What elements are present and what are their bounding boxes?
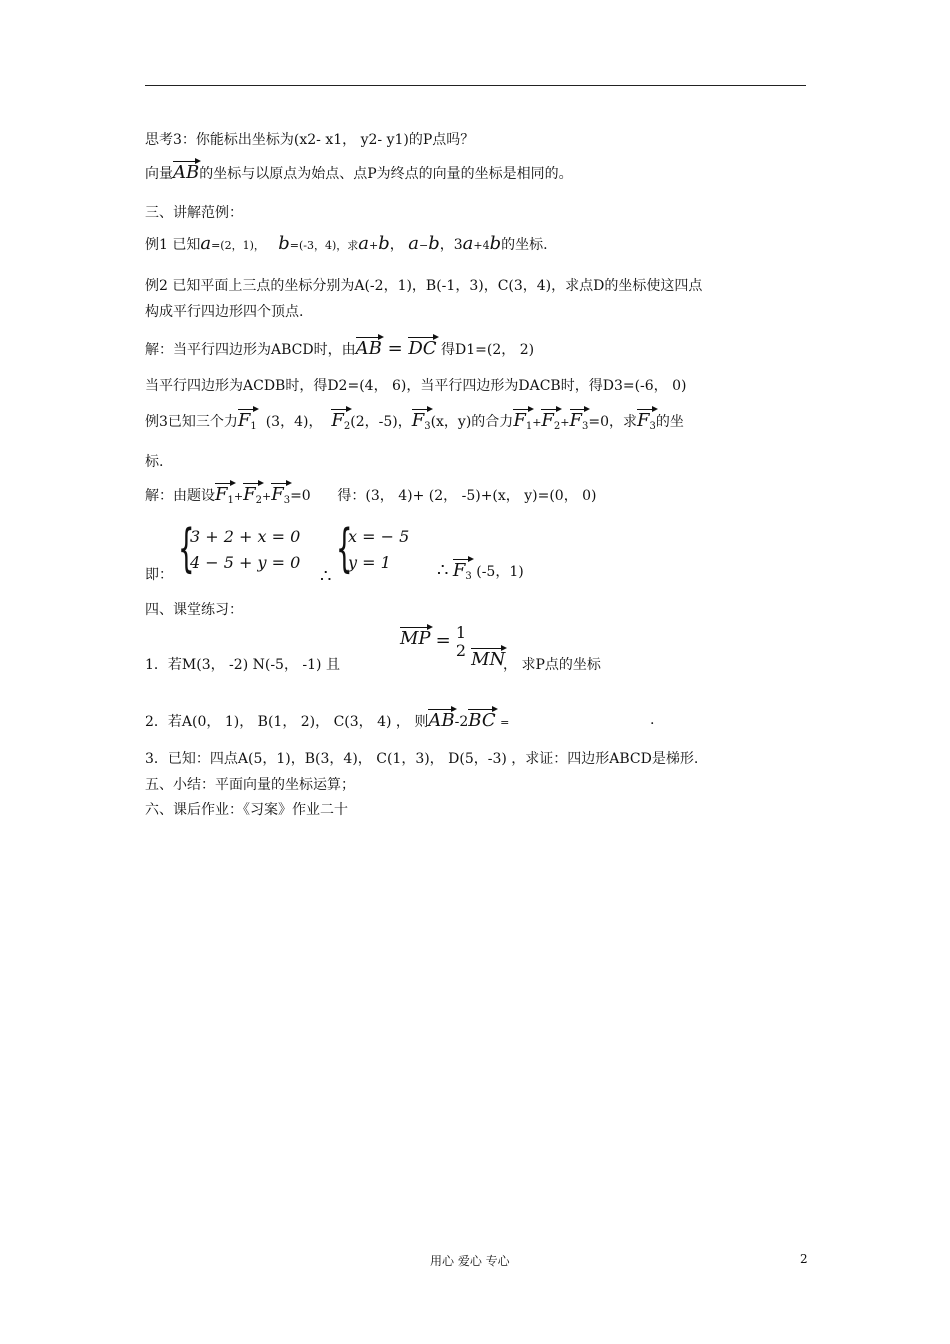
left-brace-1: { xyxy=(178,519,195,579)
solution-3: 解：由题设$F_1+F_2+F_3=0$ 得：(3， 4)+ (2， -5)+(x， y)=(0， 0) xyxy=(145,480,597,510)
header-rule xyxy=(145,85,806,86)
vector-f3: $F_3$ xyxy=(637,406,656,436)
example-1-b-value: =(-3，4)，求 xyxy=(289,239,359,252)
solution-3-post: 得：(3， 4)+ (2， -5)+(x， y)=(0， 0) xyxy=(337,488,597,504)
vector-a: a xyxy=(358,233,370,254)
comma-three: ，3 xyxy=(439,237,463,253)
vector-ab: AB xyxy=(356,334,382,358)
example-1-post: 的坐标. xyxy=(501,237,548,253)
vector-dc: DC xyxy=(408,334,436,358)
example-3-line-1: 例3已知三个力$F_1$ (3，4)， $F_2(2$，-5)，$F_3(x$，y)的合力$F_1+F_2+F_3=0$，求$F_3$的坐 xyxy=(145,406,684,436)
example-3-pre: 例3已知三个力 xyxy=(145,414,238,430)
question-1-post: ， 求P点的坐标 xyxy=(503,657,601,673)
fraction-denominator: 2 xyxy=(455,641,467,660)
solution-2: 当平行四边形为ACDB时，得D2=(4， 6)，当平行四边形为DACB时，得D3=(-6， 0) xyxy=(145,378,687,394)
f1-value: (3，4)， xyxy=(261,414,323,430)
system-label: 即： xyxy=(145,567,173,583)
vector-a: a xyxy=(462,233,474,254)
vector-ab: AB xyxy=(173,158,199,182)
solution-1-post: 得D1=(2， 2) xyxy=(441,342,535,358)
section-5-summary: 五、小结：平面向量的坐标运算； xyxy=(145,777,355,793)
example-1-pre: 例1 已知 xyxy=(145,237,201,253)
example-2-line-1: 例2 已知平面上三点的坐标分别为A(-2，1)，B(-1，3)，C(3，4)，求点D的坐标使这四点 xyxy=(145,278,703,294)
result-y: y = 1 xyxy=(348,553,391,572)
section-3-heading: 三、讲解范例： xyxy=(145,205,243,221)
fraction-numerator: 1 xyxy=(455,623,467,642)
vector-f2: $F_2$ xyxy=(331,406,350,436)
example-1 xyxy=(145,234,548,256)
solution-3-pre: 解：由题设 xyxy=(145,488,215,504)
vector-f3: $F_3$ xyxy=(453,556,472,586)
footer-motto: 用心 爱心 专心 xyxy=(430,1254,510,1268)
vector-ab-intro-pre: 向量 xyxy=(145,166,173,182)
think3-line: 思考3：你能标出坐标为(x2- x1， y2- y1)的P点吗？ xyxy=(145,132,475,148)
equation-1: 3 + 2 + x = 0 xyxy=(190,527,301,546)
question-1 xyxy=(145,655,340,675)
vector-f1: $F_1$ xyxy=(215,480,234,510)
answer-blank-period: . xyxy=(650,712,655,728)
equals-sign: = xyxy=(500,716,510,729)
minus-two: -2 xyxy=(454,714,469,730)
vector-b: b xyxy=(278,233,290,254)
f3-value: (x，y)的合力 xyxy=(430,414,514,430)
vector-f1: $F_1$ xyxy=(238,406,257,436)
vector-b: b xyxy=(378,233,390,254)
solution-1-pre: 解：当平行四边形为ABCD时，由 xyxy=(145,342,356,358)
example-3-line-2: 标. xyxy=(145,454,164,470)
question-3: 3．已知：四点A(5，1)，B(3，4)， C(1，3)， D(5，-3) ，求证：四边形ABCD是梯形. xyxy=(145,751,699,767)
vector-b: b xyxy=(489,233,502,254)
therefore-symbol-2: ∴ xyxy=(437,560,449,581)
vector-f3: $F_3$ xyxy=(412,406,431,436)
vector-a: a xyxy=(200,233,212,254)
vector-f2: $F_2$ xyxy=(243,480,262,510)
question-2 xyxy=(145,706,509,733)
equation-2: 4 − 5 + y = 0 xyxy=(190,553,301,572)
vector-mn: MN xyxy=(471,645,505,669)
fraction-half xyxy=(456,624,466,660)
equals-zero-vector: =0 xyxy=(290,488,311,504)
vector-b: b xyxy=(428,233,440,254)
left-brace-2: { xyxy=(336,519,353,579)
question-2-pre: 2．若A(0， 1)， B(1， 2)， C(3， 4) ， 则 xyxy=(145,714,429,730)
example-3-ask: ，求 xyxy=(609,414,638,430)
vector-ab-intro-post: 的坐标与以原点为始点、点P为终点的向量的坐标是相同的。 xyxy=(199,166,573,182)
result-x: x = − 5 xyxy=(348,527,410,546)
vector-bc: BC xyxy=(468,706,495,730)
plus-sign: + xyxy=(369,239,379,252)
vector-f3: $F_3$ xyxy=(570,406,589,436)
vector-f2: $F_2$ xyxy=(541,406,560,436)
section-6-homework: 六、课后作业：《习案》作业二十 xyxy=(145,802,348,818)
equals-sign: = xyxy=(435,630,451,651)
solution-1 xyxy=(145,334,534,360)
f2-value: (2，-5)， xyxy=(350,414,412,430)
vector-f3: $F_3$ xyxy=(271,480,290,510)
f3-result-line xyxy=(437,556,524,586)
page-number: 2 xyxy=(800,1252,808,1266)
question-1-pre: 1．若M(3， -2) N(-5， -1) 且 xyxy=(145,657,340,673)
vector-ab-intro xyxy=(145,158,573,184)
vector-a: a xyxy=(408,233,419,254)
f3-result: (-5，1) xyxy=(476,564,524,580)
comma: ， xyxy=(389,237,404,253)
example-2-line-2: 构成平行四边形四个顶点. xyxy=(145,304,304,320)
equation-system xyxy=(190,524,300,576)
vector-mp: MP xyxy=(400,624,431,648)
vector-f1: $F_1$ xyxy=(513,406,532,436)
example-3-post: 的坐 xyxy=(655,414,684,430)
equals-zero-vector: =0 xyxy=(588,414,610,430)
example-1-a-value: =(2，1)， xyxy=(211,239,265,252)
minus-sign: − xyxy=(418,239,429,252)
therefore-symbol: ∴ xyxy=(320,566,332,587)
vector-ab: AB xyxy=(428,706,454,730)
equals-sign: = xyxy=(381,338,409,359)
section-4-heading: 四、课堂练习： xyxy=(145,602,243,618)
mp-equation xyxy=(400,624,505,669)
result-system xyxy=(348,524,409,576)
plus-four: +4 xyxy=(473,239,490,252)
